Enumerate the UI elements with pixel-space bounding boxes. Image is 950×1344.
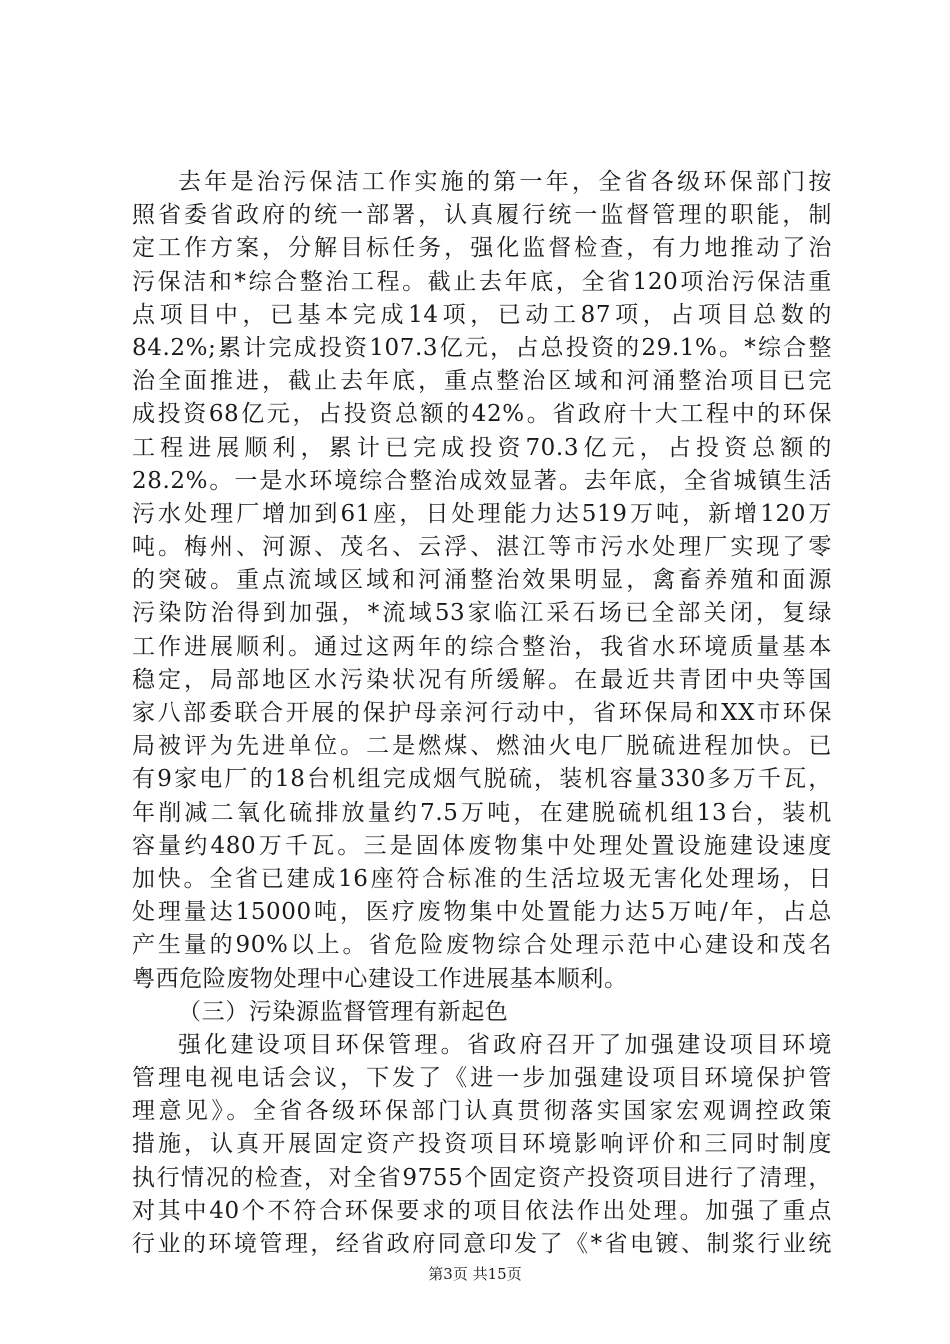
text-line: 家八部委联合开展的保护母亲河行动中，省环保局和XX市环保 [132, 700, 832, 726]
text-line: 定工作方案，分解目标任务，强化监督检查，有力地推动了治 [132, 235, 832, 262]
text-line: 去年是治污保洁工作实施的第一年，全省各级环保部门按 [178, 169, 832, 195]
text-line: 污保洁和*综合整治工程。截止去年底，全省120项治污保洁重 [132, 268, 832, 295]
text-line: 治全面推进，截止去年底，重点整治区域和河涌整治项目已完 [132, 368, 832, 395]
text-line: （三）污染源监督管理有新起色 [178, 998, 509, 1025]
text-line: 措施，认真开展固定资产投资项目环境影响评价和三同时制度 [132, 1131, 832, 1158]
text-line: 84.2%;累计完成投资107.3亿元，占总投资的29.1%。*综合整 [132, 334, 832, 361]
body-text [132, 166, 832, 1261]
text-line: 污水处理厂增加到61座，日处理能力达519万吨，新增120万 [132, 500, 832, 527]
text-line: 工作进展顺利。通过这两年的综合整治，我省水环境质量基本 [132, 633, 832, 660]
text-line: 局被评为先进单位。二是燃煤、燃油火电厂脱硫进程加快。已 [132, 733, 832, 760]
text-line: 污染防治得到加强，*流域53家临江采石场已全部关闭，复绿 [132, 600, 832, 627]
page-footer: 第3页 共15页 [428, 1265, 522, 1283]
text-line: 粤西危险废物处理中心建设工作进展基本顺利。 [132, 965, 628, 992]
text-line: 有9家电厂的18台机组完成烟气脱硫，装机容量330多万千瓦， [132, 766, 832, 793]
text-line: 成投资68亿元，占投资总额的42%。省政府十大工程中的环保 [132, 401, 832, 428]
text-line: 执行情况的检查，对全省9755个固定资产投资项目进行了清理， [132, 1164, 832, 1191]
text-line: 强化建设项目环保管理。省政府召开了加强建设项目环境 [178, 1031, 832, 1058]
text-line: 行业的环境管理，经省政府同意印发了《*省电镀、制浆行业统 [132, 1231, 832, 1257]
text-line: 加快。全省已建成16座符合标准的生活垃圾无害化处理场，日 [132, 865, 832, 892]
text-line: 对其中40个不符合环保要求的项目依法作出处理。加强了重点 [132, 1197, 832, 1224]
text-line: 照省委省政府的统一部署，认真履行统一监督管理的职能，制 [132, 202, 832, 229]
text-line: 管理电视电话会议，下发了《进一步加强建设项目环境保护管 [132, 1065, 832, 1092]
text-line: 年削减二氧化硫排放量约7.5万吨，在建脱硫机组13台，装机 [132, 799, 832, 826]
text-line: 吨。梅州、河源、茂名、云浮、湛江等市污水处理厂实现了零 [132, 534, 832, 561]
text-line: 28.2%。一是水环境综合整治成效显著。去年底，全省城镇生活 [132, 467, 832, 494]
text-line: 处理量达15000吨，医疗废物集中处置能力达5万吨/年，占总 [132, 899, 832, 926]
text-line: 的突破。重点流域区域和河涌整治效果明显，禽畜养殖和面源 [132, 567, 832, 594]
text-line: 工程进展顺利，累计已完成投资70.3亿元，占投资总额的 [132, 434, 832, 461]
text-line: 产生量的90%以上。省危险废物综合处理示范中心建设和茂名 [132, 932, 832, 959]
text-line: 稳定，局部地区水污染状况有所缓解。在最近共青团中央等国 [132, 666, 832, 693]
text-line: 点项目中，已基本完成14项，已动工87项，占项目总数的 [132, 301, 832, 328]
text-line: 理意见》。全省各级环保部门认真贯彻落实国家宏观调控政策 [132, 1098, 832, 1125]
text-line: 容量约480万千瓦。三是固体废物集中处理处置设施建设速度 [132, 832, 832, 859]
